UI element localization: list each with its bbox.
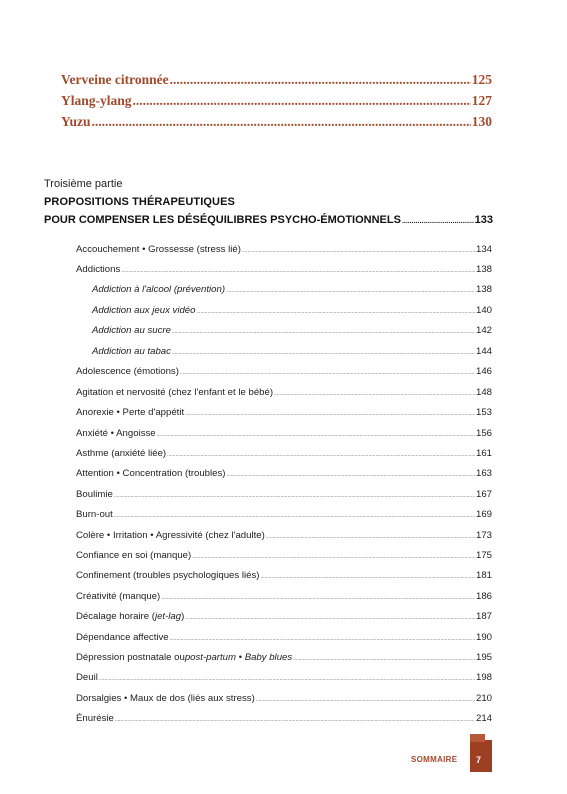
part-title-row[interactable]: [44, 214, 493, 226]
entry-label: Addiction au tabac: [92, 346, 171, 357]
toc-entry[interactable]: [76, 264, 492, 275]
entry-page: 175: [475, 550, 492, 561]
leader-dots: [114, 513, 475, 519]
page-number: 7: [476, 755, 482, 765]
toc-entry[interactable]: [76, 468, 492, 479]
leader-dots: [170, 636, 475, 642]
toc-entry-yuzu[interactable]: [61, 114, 492, 130]
toc-entry-ylang-ylang[interactable]: [61, 93, 492, 109]
toc-entry[interactable]: [76, 713, 492, 724]
entry-label: Accouchement • Grossesse (stress lié): [76, 244, 241, 255]
toc-entry[interactable]: [76, 489, 492, 500]
entry-page: 210: [475, 693, 492, 704]
leader-dots: [121, 268, 475, 274]
leader-dots: [226, 288, 475, 294]
part-label: Troisième partie: [44, 178, 123, 190]
entry-label: Asthme (anxiété liée): [76, 448, 167, 459]
toc-entry[interactable]: [76, 672, 492, 683]
toc-subentry[interactable]: [92, 284, 492, 295]
toc-entry[interactable]: [76, 550, 492, 561]
leader-dots: [114, 493, 475, 499]
leader-dots: [293, 656, 475, 662]
leader-dots: [172, 329, 475, 335]
toc-entry[interactable]: [76, 366, 492, 377]
part-page: 133: [474, 214, 493, 226]
toc-subentry[interactable]: [92, 346, 492, 357]
leader-dots: [402, 218, 474, 225]
leader-dots: [180, 370, 475, 376]
entry-page: 142: [475, 325, 492, 336]
leader-dots: [256, 697, 475, 703]
entry-label: Énurésie: [76, 713, 114, 724]
leader-dots: [274, 391, 475, 397]
entry-page: 181: [475, 570, 492, 581]
entry-page: 140: [475, 305, 492, 316]
leader-dots: [157, 432, 475, 438]
entry-label: Ylang-ylang: [61, 93, 132, 108]
entry-page: 187: [475, 611, 492, 622]
toc-subentry[interactable]: [92, 305, 492, 316]
entry-page: 198: [475, 672, 492, 683]
entry-page: 190: [475, 632, 492, 643]
entry-label: Boulimie: [76, 489, 113, 500]
leader-dots: [192, 554, 475, 560]
entry-label: Dorsalgies • Maux de dos (liés aux stress): [76, 693, 255, 704]
toc-entry[interactable]: [76, 530, 492, 541]
entry-label: Confiance en soi (manque): [76, 550, 192, 561]
entry-label: Deuil: [76, 672, 98, 683]
toc-entry[interactable]: [76, 570, 492, 581]
entry-page: 134: [475, 244, 492, 255]
entry-label: Créativité (manque): [76, 591, 161, 602]
leader-dots: [185, 615, 475, 621]
entry-page: 161: [475, 448, 492, 459]
toc-entry[interactable]: [76, 693, 492, 704]
entry-label: Addictions: [76, 264, 121, 275]
entry-label: Burn-out: [76, 509, 113, 520]
toc-entry[interactable]: [76, 244, 492, 255]
entry-page: 130: [471, 114, 492, 129]
entry-label: Confinement (troubles psychologiques liés): [76, 570, 260, 581]
leader-dots: [167, 452, 475, 458]
entry-label-post: ): [181, 611, 185, 622]
leader-dots: [242, 248, 475, 254]
leader-dots: [172, 350, 475, 356]
entry-label: Dépendance affective: [76, 632, 169, 643]
page-number-tab-notch: [470, 734, 485, 742]
entry-page: 173: [475, 530, 492, 541]
entry-page: 148: [475, 387, 492, 398]
entry-page: 144: [475, 346, 492, 357]
leader-dots: [161, 595, 475, 601]
entry-label-pre: Décalage horaire (: [76, 611, 155, 622]
entry-label: Verveine citronnée: [61, 72, 169, 87]
toc-entry[interactable]: [76, 632, 492, 643]
entry-page: 186: [475, 591, 492, 602]
entry-label: Anorexie • Perte d'appétit: [76, 407, 185, 418]
leader-dots: [115, 717, 475, 723]
entry-label-italic: post-partum • Baby blues: [184, 652, 293, 663]
entry-page: 146: [475, 366, 492, 377]
leader-dots: [133, 93, 471, 109]
leader-dots: [196, 309, 475, 315]
entry-page: 214: [475, 713, 492, 724]
entry-label: Attention • Concentration (troubles): [76, 468, 226, 479]
entry-page: 138: [475, 284, 492, 295]
entry-page: 127: [471, 93, 492, 108]
entry-label: Agitation et nervosité (chez l'enfant et le bébé): [76, 387, 274, 398]
entry-page: 138: [475, 264, 492, 275]
entry-page: 195: [475, 652, 492, 663]
toc-entry[interactable]: [76, 509, 492, 520]
leader-dots: [185, 411, 475, 417]
leader-dots: [266, 534, 475, 540]
leader-dots: [260, 574, 475, 580]
entry-label: Anxiété • Angoisse: [76, 428, 156, 439]
leader-dots: [92, 114, 471, 130]
toc-entry-verveine[interactable]: [61, 72, 492, 88]
part-title-line1: PROPOSITIONS THÉRAPEUTIQUES: [44, 196, 235, 208]
entry-label: Colère • Irritation • Agressivité (chez l'adulte): [76, 530, 265, 541]
toc-entry[interactable]: [76, 448, 492, 459]
entry-page: 156: [475, 428, 492, 439]
toc-subentry[interactable]: [92, 325, 492, 336]
toc-entry[interactable]: [76, 407, 492, 418]
footer-section-label: SOMMAIRE: [411, 755, 458, 764]
entry-page: 125: [471, 72, 492, 87]
entry-label-italic: jet-lag: [154, 611, 182, 622]
toc-entry[interactable]: [76, 652, 492, 663]
toc-entry[interactable]: [76, 387, 492, 398]
entry-label: Yuzu: [61, 114, 91, 129]
toc-entry[interactable]: [76, 611, 492, 622]
entry-label-pre: Dépression postnatale ou: [76, 652, 185, 663]
entry-page: 163: [475, 468, 492, 479]
entry-page: 153: [475, 407, 492, 418]
toc-entry[interactable]: [76, 591, 492, 602]
entry-label: Addiction au sucre: [92, 325, 171, 336]
entry-label: Adolescence (émotions): [76, 366, 179, 377]
leader-dots: [99, 676, 475, 682]
entry-label: Addiction à l'alcool (prévention): [92, 284, 226, 295]
leader-dots: [226, 472, 475, 478]
entry-page: 167: [475, 489, 492, 500]
toc-entry[interactable]: [76, 428, 492, 439]
entry-page: 169: [475, 509, 492, 520]
part-title-line2: POUR COMPENSER LES DÉSÉQUILIBRES PSYCHO-ÉMOTIONNELS: [44, 214, 401, 226]
entry-label: Addiction aux jeux vidéo: [92, 305, 196, 316]
leader-dots: [170, 72, 471, 88]
